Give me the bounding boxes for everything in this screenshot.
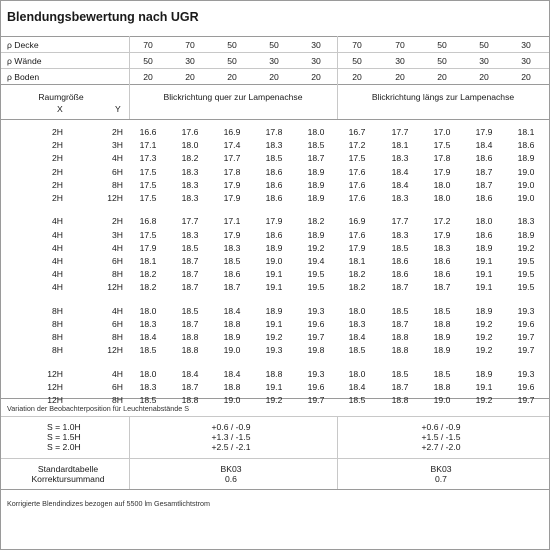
ugr-cross-value: 19.1 [265, 269, 283, 280]
ugr-along-value: 18.4 [391, 166, 409, 177]
ugr-along-value: 18.7 [391, 282, 409, 293]
ugr-along-value: 18.7 [475, 179, 493, 190]
ugr-along-value: 18.5 [348, 345, 366, 356]
reflectance-value: 70 [395, 40, 405, 50]
ugr-cross-value: 19.1 [265, 382, 283, 392]
room-x: 2H [52, 140, 63, 151]
ugr-along-value: 19.1 [475, 269, 493, 280]
ugr-cross-value: 18.7 [181, 382, 199, 392]
reflectance-value: 30 [395, 56, 405, 66]
divider [337, 36, 338, 119]
room-y: 12H [107, 345, 123, 356]
ugr-along-value: 18.3 [517, 216, 535, 227]
ugr-cross-value: 18.0 [307, 127, 325, 137]
divider [1, 416, 549, 417]
ugr-cross-value: 18.4 [139, 332, 157, 343]
ugr-along-value: 17.6 [348, 166, 366, 177]
ugr-cross-value: 18.5 [223, 256, 241, 266]
room-x: 4H [52, 256, 63, 266]
ugr-along-value: 19.0 [517, 193, 535, 203]
reflectance-label: ρ Boden [7, 72, 40, 82]
x-label: X [57, 104, 63, 114]
room-y: 6H [112, 256, 123, 266]
variation-along: +2.7 / -2.0 [421, 442, 461, 452]
reflectance-value: 20 [269, 72, 279, 82]
variation-label: Variation der Beobachterposition für Leuchtenabstände S [7, 404, 190, 413]
ugr-along-value: 18.7 [391, 319, 409, 329]
variation-along: +1.5 / -1.5 [421, 432, 461, 442]
ugr-cross-value: 19.2 [307, 242, 325, 253]
ugr-along-value: 18.8 [391, 332, 409, 343]
ugr-along-value: 18.7 [391, 382, 409, 392]
ugr-along-value: 18.7 [475, 166, 493, 177]
ugr-cross-value: 18.3 [181, 166, 199, 177]
ugr-cross-value: 18.9 [265, 305, 283, 316]
room-y: 4H [112, 153, 123, 164]
room-x: 12H [47, 382, 63, 392]
room-x: 8H [52, 345, 63, 356]
ugr-cross-value: 18.0 [139, 305, 157, 316]
ugr-along-value: 19.6 [517, 382, 535, 392]
ugr-cross-value: 19.5 [307, 282, 325, 293]
ugr-cross-value: 19.4 [307, 256, 325, 266]
ugr-along-value: 18.8 [433, 319, 451, 329]
ugr-along-value: 18.5 [391, 242, 409, 253]
ugr-along-value: 18.5 [348, 395, 366, 406]
ugr-cross-value: 17.3 [139, 153, 157, 164]
ugr-along-value: 19.7 [517, 332, 535, 343]
room-y: 2H [112, 127, 123, 137]
ugr-cross-value: 18.2 [307, 216, 325, 227]
reflectance-value: 30 [479, 56, 489, 66]
ugr-cross-value: 18.9 [265, 242, 283, 253]
ugr-along-value: 18.6 [391, 269, 409, 280]
ugr-cross-value: 18.8 [265, 368, 283, 379]
room-y: 8H [112, 332, 123, 343]
divider [129, 36, 130, 119]
ugr-along-value: 18.0 [348, 305, 366, 316]
standard-along: BK03 [430, 464, 452, 474]
header-along: Blickrichtung längs zur Lampenachse [371, 92, 515, 102]
ugr-along-value: 19.1 [475, 256, 493, 266]
ugr-cross-value: 18.4 [223, 305, 241, 316]
standard-table-label: Standardtabelle [37, 464, 99, 474]
ugr-along-value: 19.3 [517, 368, 535, 379]
room-y: 6H [112, 382, 123, 392]
ugr-along-value: 16.7 [348, 127, 366, 137]
variation-cross: +0.6 / -0.9 [211, 422, 251, 432]
ugr-along-value: 18.3 [391, 229, 409, 240]
reflectance-value: 50 [269, 40, 279, 50]
ugr-along-value: 19.1 [475, 282, 493, 293]
ugr-cross-value: 18.7 [181, 319, 199, 329]
room-y: 8H [112, 395, 123, 406]
ugr-along-value: 18.4 [391, 179, 409, 190]
room-x: 2H [52, 193, 63, 203]
ugr-cross-value: 18.8 [223, 319, 241, 329]
ugr-cross-value: 19.2 [265, 395, 283, 406]
ugr-along-value: 18.0 [348, 368, 366, 379]
ugr-along-value: 19.5 [517, 282, 535, 293]
spacing-label: S = 1.5H [47, 432, 81, 442]
room-y: 4H [112, 368, 123, 379]
ugr-cross-value: 18.3 [181, 179, 199, 190]
reflectance-value: 50 [479, 40, 489, 50]
ugr-cross-value: 16.6 [139, 127, 157, 137]
ugr-along-value: 18.0 [475, 216, 493, 227]
variation-cross: +2.5 / -2.1 [211, 442, 251, 452]
room-y: 6H [112, 166, 123, 177]
ugr-along-value: 18.9 [433, 332, 451, 343]
ugr-cross-value: 19.0 [265, 256, 283, 266]
ugr-cross-value: 18.1 [139, 256, 157, 266]
ugr-along-value: 17.0 [433, 127, 451, 137]
reflectance-value: 30 [521, 40, 531, 50]
ugr-cross-value: 18.4 [181, 368, 199, 379]
ugr-along-value: 18.0 [433, 193, 451, 203]
reflectance-label: ρ Decke [7, 40, 39, 50]
ugr-cross-value: 18.2 [181, 153, 199, 164]
ugr-cross-value: 17.7 [181, 216, 199, 227]
reflectance-value: 30 [269, 56, 279, 66]
ugr-cross-value: 18.3 [139, 319, 157, 329]
ugr-cross-value: 18.3 [181, 229, 199, 240]
ugr-cross-value: 18.7 [181, 256, 199, 266]
ugr-cross-value: 18.0 [181, 140, 199, 151]
ugr-along-value: 18.9 [517, 153, 535, 164]
ugr-along-value: 18.9 [475, 242, 493, 253]
ugr-cross-value: 19.0 [223, 395, 241, 406]
divider [1, 119, 549, 120]
room-y: 4H [112, 305, 123, 316]
ugr-cross-value: 18.2 [139, 282, 157, 293]
ugr-along-value: 17.7 [391, 127, 409, 137]
ugr-cross-value: 18.5 [181, 242, 199, 253]
reflectance-value: 20 [521, 72, 531, 82]
ugr-cross-value: 18.8 [223, 382, 241, 392]
correction-along: 0.7 [435, 474, 447, 484]
ugr-along-value: 18.3 [348, 319, 366, 329]
room-x: 4H [52, 269, 63, 280]
ugr-cross-value: 19.3 [307, 368, 325, 379]
room-y: 12H [107, 193, 123, 203]
variation-along: +0.6 / -0.9 [421, 422, 461, 432]
ugr-cross-value: 17.9 [223, 229, 241, 240]
ugr-along-value: 18.6 [475, 153, 493, 164]
variation-cross: +1.3 / -1.5 [211, 432, 251, 442]
ugr-along-value: 19.2 [475, 332, 493, 343]
ugr-along-value: 19.2 [475, 319, 493, 329]
room-x: 2H [52, 179, 63, 190]
ugr-cross-value: 16.8 [139, 216, 157, 227]
divider [1, 68, 549, 69]
reflectance-value: 20 [437, 72, 447, 82]
ugr-cross-value: 18.7 [181, 269, 199, 280]
page-title: Blendungsbewertung nach UGR [7, 10, 199, 24]
ugr-cross-value: 18.8 [181, 332, 199, 343]
ugr-cross-value: 18.9 [307, 179, 325, 190]
ugr-along-value: 19.1 [475, 382, 493, 392]
ugr-along-value: 18.8 [433, 382, 451, 392]
reflectance-value: 20 [311, 72, 321, 82]
ugr-cross-value: 18.6 [265, 179, 283, 190]
room-x: 4H [52, 216, 63, 227]
ugr-cross-value: 17.5 [139, 193, 157, 203]
ugr-along-value: 19.2 [475, 395, 493, 406]
room-y: 8H [112, 179, 123, 190]
room-x: 4H [52, 229, 63, 240]
ugr-cross-value: 19.8 [307, 345, 325, 356]
ugr-along-value: 19.7 [517, 345, 535, 356]
ugr-cross-value: 17.7 [223, 153, 241, 164]
room-y: 6H [112, 319, 123, 329]
ugr-cross-value: 18.9 [307, 166, 325, 177]
ugr-cross-value: 18.2 [139, 269, 157, 280]
ugr-along-value: 18.3 [433, 242, 451, 253]
ugr-along-value: 18.9 [517, 229, 535, 240]
ugr-cross-value: 17.9 [223, 179, 241, 190]
ugr-along-value: 19.6 [517, 319, 535, 329]
room-x: 2H [52, 166, 63, 177]
ugr-along-value: 17.6 [348, 193, 366, 203]
ugr-along-value: 19.0 [517, 179, 535, 190]
ugr-cross-value: 18.3 [265, 140, 283, 151]
room-x: 8H [52, 332, 63, 343]
ugr-along-value: 19.0 [433, 395, 451, 406]
ugr-cross-value: 18.8 [181, 345, 199, 356]
reflectance-label: ρ Wände [7, 56, 42, 66]
reflectance-value: 50 [227, 56, 237, 66]
ugr-along-value: 18.4 [475, 140, 493, 151]
ugr-cross-value: 18.6 [265, 229, 283, 240]
ugr-along-value: 18.7 [433, 282, 451, 293]
ugr-along-value: 18.5 [433, 305, 451, 316]
divider [1, 36, 549, 37]
ugr-cross-value: 19.2 [265, 332, 283, 343]
ugr-cross-value: 18.7 [223, 282, 241, 293]
room-y: 2H [112, 216, 123, 227]
room-x: 8H [52, 319, 63, 329]
ugr-along-value: 18.6 [433, 256, 451, 266]
ugr-cross-value: 17.1 [139, 140, 157, 151]
ugr-cross-value: 18.3 [223, 242, 241, 253]
ugr-along-value: 18.9 [475, 305, 493, 316]
ugr-along-value: 18.6 [391, 256, 409, 266]
reflectance-value: 50 [143, 56, 153, 66]
reflectance-value: 20 [143, 72, 153, 82]
ugr-along-value: 18.1 [391, 140, 409, 151]
ugr-cross-value: 17.9 [223, 193, 241, 203]
ugr-cross-value: 18.6 [265, 166, 283, 177]
ugr-cross-value: 19.1 [265, 282, 283, 293]
ugr-along-value: 17.9 [475, 127, 493, 137]
ugr-along-value: 18.5 [391, 368, 409, 379]
ugr-cross-value: 18.7 [181, 282, 199, 293]
ugr-cross-value: 17.5 [139, 179, 157, 190]
ugr-cross-value: 18.5 [265, 153, 283, 164]
ugr-cross-value: 17.1 [223, 216, 241, 227]
ugr-along-value: 18.5 [433, 368, 451, 379]
room-y: 8H [112, 269, 123, 280]
ugr-cross-value: 18.5 [139, 345, 157, 356]
ugr-along-value: 19.0 [517, 166, 535, 177]
ugr-along-value: 18.4 [348, 382, 366, 392]
ugr-cross-value: 19.7 [307, 332, 325, 343]
ugr-along-value: 19.5 [517, 269, 535, 280]
reflectance-value: 20 [185, 72, 195, 82]
ugr-cross-value: 17.6 [181, 127, 199, 137]
y-label: Y [115, 104, 121, 114]
ugr-cross-value: 19.0 [223, 345, 241, 356]
ugr-along-value: 18.8 [391, 345, 409, 356]
ugr-along-value: 19.2 [517, 242, 535, 253]
ugr-along-value: 17.9 [433, 229, 451, 240]
room-x: 4H [52, 242, 63, 253]
reflectance-value: 50 [352, 56, 362, 66]
reflectance-value: 20 [227, 72, 237, 82]
ugr-cross-value: 18.9 [307, 229, 325, 240]
correction-cross: 0.6 [225, 474, 237, 484]
ugr-cross-value: 19.7 [307, 395, 325, 406]
room-x: 4H [52, 282, 63, 293]
ugr-cross-value: 19.6 [307, 382, 325, 392]
ugr-along-value: 17.2 [433, 216, 451, 227]
ugr-cross-value: 19.5 [307, 269, 325, 280]
room-y: 12H [107, 282, 123, 293]
ugr-cross-value: 18.5 [307, 140, 325, 151]
ugr-along-value: 18.3 [391, 193, 409, 203]
reflectance-value: 20 [352, 72, 362, 82]
ugr-cross-value: 16.9 [223, 127, 241, 137]
ugr-along-value: 18.6 [475, 193, 493, 203]
ugr-along-value: 18.5 [391, 305, 409, 316]
ugr-cross-value: 18.5 [139, 395, 157, 406]
room-y: 3H [112, 229, 123, 240]
room-y: 4H [112, 242, 123, 253]
ugr-cross-value: 17.8 [265, 127, 283, 137]
spacing-label: S = 2.0H [47, 442, 81, 452]
ugr-along-value: 18.0 [433, 179, 451, 190]
ugr-cross-value: 19.3 [307, 305, 325, 316]
ugr-cross-value: 17.9 [139, 242, 157, 253]
ugr-cross-value: 18.3 [139, 382, 157, 392]
ugr-along-value: 17.5 [348, 153, 366, 164]
ugr-cross-value: 18.9 [223, 332, 241, 343]
correction-label: Korrektursummand [31, 474, 105, 484]
ugr-cross-value: 19.3 [265, 345, 283, 356]
ugr-along-value: 18.2 [348, 269, 366, 280]
ugr-along-value: 18.3 [391, 153, 409, 164]
ugr-along-value: 18.6 [433, 269, 451, 280]
ugr-cross-value: 17.5 [139, 229, 157, 240]
ugr-along-value: 17.5 [433, 140, 451, 151]
ugr-along-value: 17.6 [348, 179, 366, 190]
divider [1, 489, 549, 490]
ugr-along-value: 18.9 [475, 368, 493, 379]
ugr-along-value: 17.9 [433, 166, 451, 177]
reflectance-value: 30 [185, 56, 195, 66]
ugr-along-value: 19.7 [517, 395, 535, 406]
ugr-cross-value: 17.8 [223, 166, 241, 177]
spacing-label: S = 1.0H [47, 422, 81, 432]
ugr-along-value: 18.4 [348, 332, 366, 343]
ugr-along-value: 18.1 [348, 256, 366, 266]
ugr-cross-value: 18.9 [307, 193, 325, 203]
divider [337, 416, 338, 489]
ugr-along-value: 17.9 [348, 242, 366, 253]
reflectance-value: 20 [479, 72, 489, 82]
ugr-cross-value: 19.6 [307, 319, 325, 329]
ugr-cross-value: 18.5 [181, 305, 199, 316]
ugr-cross-value: 18.6 [265, 193, 283, 203]
reflectance-value: 50 [227, 40, 237, 50]
footnote: Korrigierte Blendindizes bezogen auf 5500 lm Gesamtlichtstrom [7, 499, 210, 508]
ugr-cross-value: 17.4 [223, 140, 241, 151]
reflectance-value: 30 [311, 56, 321, 66]
reflectance-value: 20 [395, 72, 405, 82]
ugr-cross-value: 18.7 [307, 153, 325, 164]
divider [1, 52, 549, 53]
ugr-along-value: 18.8 [391, 395, 409, 406]
ugr-along-value: 17.7 [391, 216, 409, 227]
ugr-along-value: 19.2 [475, 345, 493, 356]
divider [129, 416, 130, 489]
ugr-cross-value: 18.4 [223, 368, 241, 379]
reflectance-value: 30 [311, 40, 321, 50]
ugr-cross-value: 19.1 [265, 319, 283, 329]
standard-cross: BK03 [220, 464, 242, 474]
ugr-cross-value: 17.5 [139, 166, 157, 177]
room-size-label: Raumgröße [38, 92, 84, 102]
room-x: 2H [52, 153, 63, 164]
divider [1, 84, 549, 85]
room-y: 3H [112, 140, 123, 151]
ugr-along-value: 18.9 [433, 345, 451, 356]
ugr-along-value: 19.3 [517, 305, 535, 316]
room-x: 12H [47, 368, 63, 379]
ugr-cross-value: 17.9 [265, 216, 283, 227]
ugr-along-value: 18.2 [348, 282, 366, 293]
ugr-along-value: 17.6 [348, 229, 366, 240]
reflectance-value: 70 [185, 40, 195, 50]
ugr-along-value: 17.2 [348, 140, 366, 151]
reflectance-value: 50 [437, 40, 447, 50]
ugr-cross-value: 18.8 [181, 395, 199, 406]
reflectance-value: 70 [143, 40, 153, 50]
reflectance-value: 30 [521, 56, 531, 66]
ugr-cross-value: 18.3 [181, 193, 199, 203]
ugr-along-value: 19.5 [517, 256, 535, 266]
ugr-along-value: 17.8 [433, 153, 451, 164]
reflectance-value: 50 [437, 56, 447, 66]
ugr-along-value: 18.6 [517, 140, 535, 151]
divider [1, 458, 549, 459]
header-cross: Blickrichtung quer zur Lampenachse [163, 92, 303, 102]
room-x: 2H [52, 127, 63, 137]
room-x: 12H [47, 395, 63, 406]
room-x: 8H [52, 305, 63, 316]
ugr-along-value: 18.6 [475, 229, 493, 240]
ugr-along-value: 18.1 [517, 127, 535, 137]
ugr-cross-value: 18.0 [139, 368, 157, 379]
ugr-cross-value: 18.6 [223, 269, 241, 280]
reflectance-value: 70 [352, 40, 362, 50]
ugr-along-value: 16.9 [348, 216, 366, 227]
